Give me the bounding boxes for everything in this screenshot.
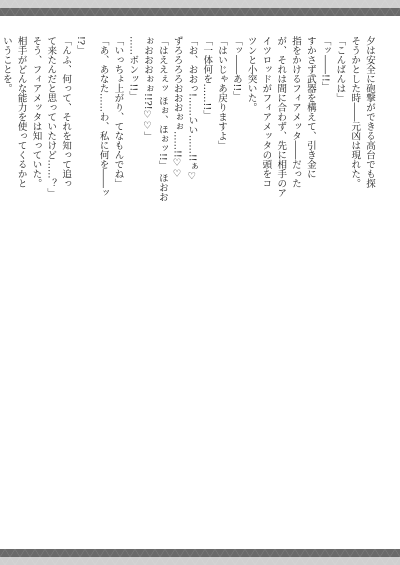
text-column: 「ッ――あ!!」 bbox=[230, 36, 242, 101]
text-column: 「あ、あなた……わ、私に何を――ッ bbox=[97, 36, 109, 198]
text-column: 夕は安全に砲撃ができる高台でも探 bbox=[364, 36, 375, 188]
text-column: 「はええぇッ ほぉ、ほぉッ!!」 ほおお bbox=[156, 36, 168, 202]
text-column: 指をかけるフィアメッタ――だった bbox=[290, 36, 302, 188]
text-column: 「んふ、何って、それを知って追っ bbox=[60, 36, 72, 188]
text-column: いうことを。 bbox=[0, 36, 12, 93]
triangle-pattern-bottom bbox=[0, 549, 400, 565]
top-triangle-border bbox=[0, 0, 400, 16]
text-column: 「はいじゃあ戻りますよ」 bbox=[216, 36, 228, 150]
section-gap bbox=[87, 36, 95, 531]
text-column: が、それは間に合わず、先に相手のア bbox=[275, 36, 287, 198]
text-column: 「お、おおっ!……いい……!!ぁ♡ bbox=[186, 36, 198, 182]
bottom-triangle-border bbox=[0, 549, 400, 565]
text-column: 相手がどんな能力を使ってくるかと bbox=[15, 36, 27, 188]
triangle-pattern-top bbox=[0, 0, 400, 16]
text-column: て来たんだと思っていたけど……？」 bbox=[45, 36, 57, 198]
text-column: そう、フィアメッタは知っていた。 bbox=[30, 36, 42, 188]
text-column: 「いっちょ上がり、てなもんでね」 bbox=[112, 36, 124, 188]
text-column: 「ッ――!!」 bbox=[319, 36, 331, 92]
text-column: イツロッドがフィアメッタの頭をコ bbox=[260, 36, 272, 188]
text-column: すかさず武器を構えて、引き金に bbox=[304, 36, 316, 179]
vertical-text-body bbox=[0, 36, 376, 531]
text-column: そうかとした時――元凶は現れた。 bbox=[349, 36, 361, 188]
text-column: ぉおおおぉぉ!!?!♡♡」 bbox=[142, 36, 154, 142]
text-column: 「こんばんは」 bbox=[334, 36, 346, 103]
text-column: 「一体何を……!!」 bbox=[201, 36, 213, 120]
text-column: ツンと小突いた。 bbox=[245, 36, 257, 112]
text-column: ずろろろろおおおぉぉ……!!♡♡ bbox=[171, 36, 183, 180]
text-column: ……ボンッ!!」 bbox=[127, 36, 139, 101]
text-column: !?」 bbox=[74, 36, 86, 55]
